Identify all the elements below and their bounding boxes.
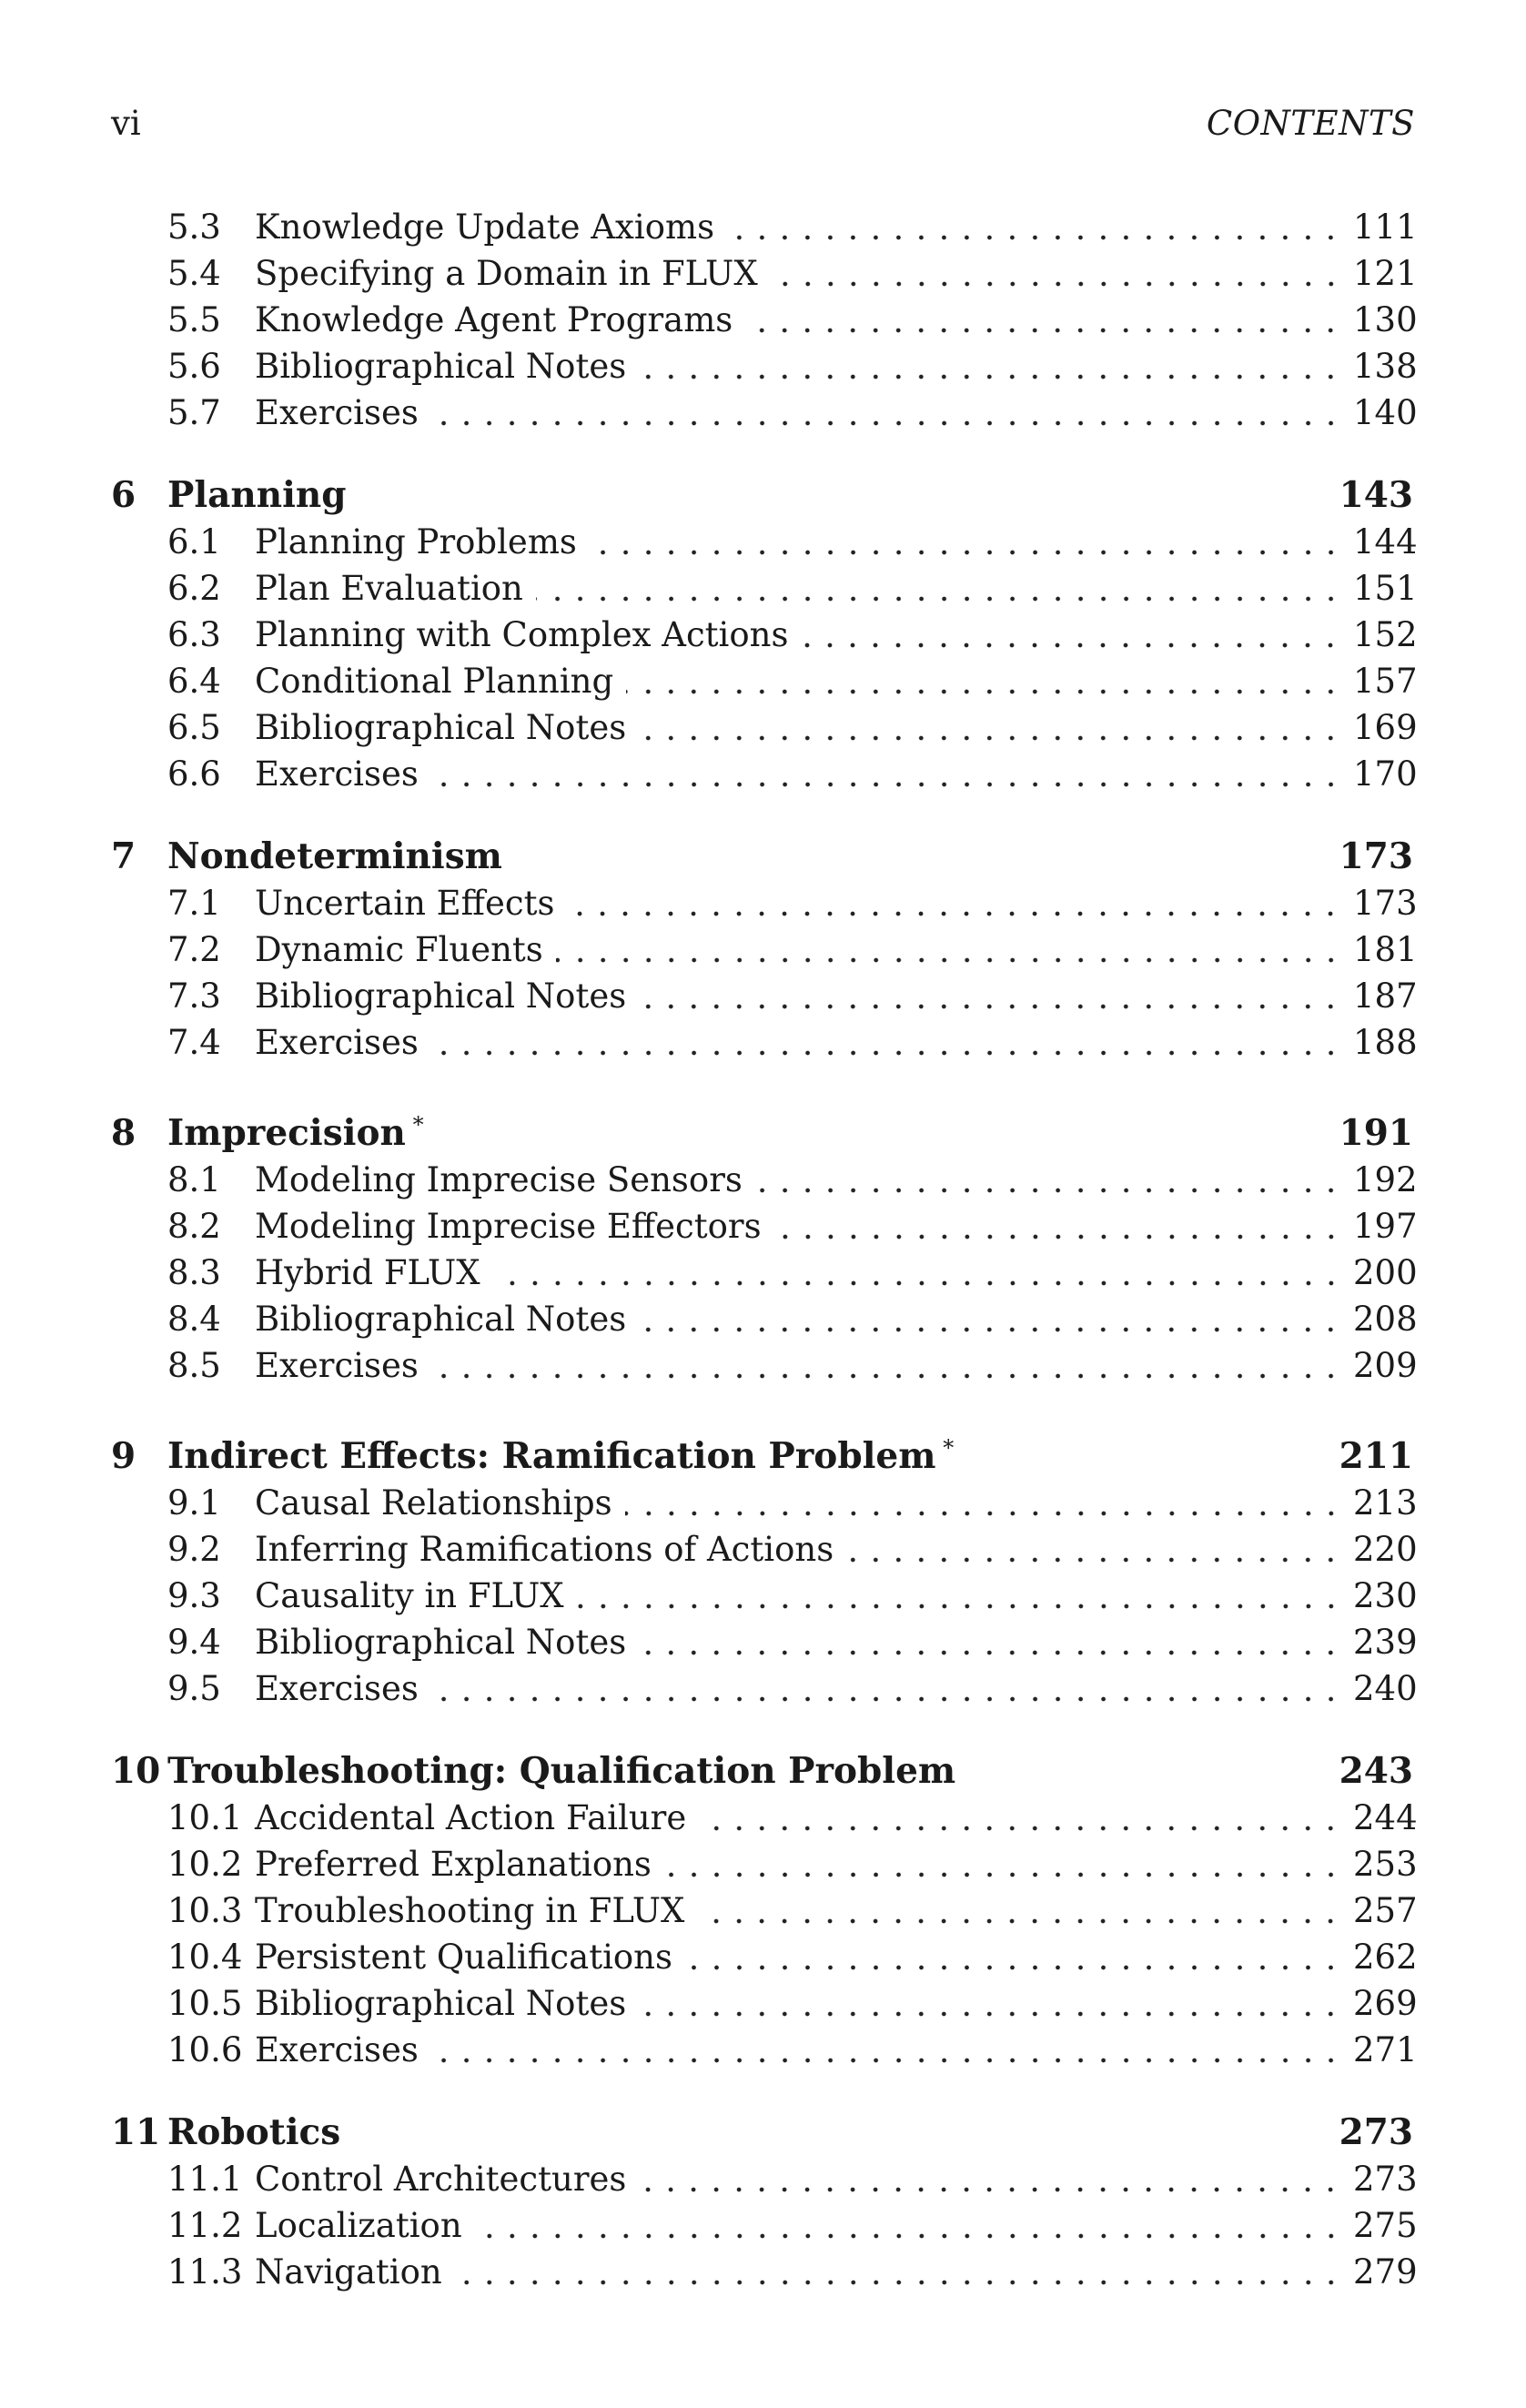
section-number: 9.2 [167,1530,221,1569]
dot-leader [577,1602,1342,1611]
section-title: Bibliographical Notes [255,347,627,386]
section-page-number: 262 [1353,1938,1418,1977]
section-number: 9.1 [167,1483,221,1523]
dot-leader [431,2056,1342,2065]
section-number: 10.2 [167,1845,243,1884]
chapter-block [111,1425,1418,1712]
dot-leader [639,734,1342,743]
section-number: 6.4 [167,662,221,701]
dot-leader [493,1279,1342,1288]
chapter-title [167,2110,1339,2156]
section-page-number: 209 [1353,1346,1418,1385]
section-page-number: 271 [1353,2030,1418,2069]
dot-leader [639,1002,1342,1011]
section-page-number: 140 [1353,393,1418,432]
section-number: 10.4 [167,1938,243,1977]
chapter-page-number: 191 [1339,1112,1413,1154]
section-page-number: 230 [1353,1576,1418,1615]
dot-leader [536,594,1342,603]
chapter-title-text: Planning [167,474,347,516]
section-number: 6.2 [167,569,221,608]
section-number: 9.4 [167,1623,221,1662]
chapter-heading[interactable] [111,472,1413,519]
section-number: 6.1 [167,522,221,562]
section-title: Knowledge Agent Programs [255,300,733,339]
section-title: Uncertain Effects [255,884,555,923]
chapter-title [167,834,1339,880]
section-number: 5.4 [167,254,221,293]
section-title: Exercises [255,1669,419,1708]
dot-leader [567,909,1342,918]
chapter-block [111,472,1418,797]
section-page-number: 187 [1353,976,1418,1016]
dot-leader [431,1371,1342,1381]
section-number: 9.3 [167,1576,221,1615]
toc-entry[interactable] [111,1157,1418,1203]
section-title: Planning with Complex Actions [255,615,789,654]
chapter-block [111,204,1418,436]
dot-leader [745,326,1342,335]
dot-leader [699,1824,1342,1833]
section-title: Inferring Ramifications of Actions [255,1530,834,1569]
toc-entry[interactable] [111,1296,1418,1342]
section-title: Specifying a Domain in FLUX [255,254,758,293]
section-page-number: 173 [1353,884,1418,923]
chapter-heading[interactable] [111,1748,1413,1795]
section-title: Dynamic Fluents [255,930,543,969]
section-page-number: 111 [1353,207,1418,247]
dot-leader [846,1555,1342,1564]
section-number: 6.3 [167,615,221,654]
section-title: Plan Evaluation [255,569,523,608]
chapter-block [111,2110,1418,2295]
section-number: 10.3 [167,1891,243,1930]
toc-entry[interactable] [111,2202,1418,2249]
dot-leader [639,372,1342,381]
dot-leader [697,1917,1342,1926]
section-title: Conditional Planning [255,662,614,701]
toc-entry[interactable] [111,1980,1418,2027]
toc-entry[interactable] [111,2249,1418,2295]
dot-leader [475,2231,1342,2241]
section-title: Hybrid FLUX [255,1253,480,1292]
chapter-page-number: 211 [1339,1435,1413,1477]
dot-leader [639,2185,1342,2194]
chapter-block [111,834,1418,1066]
section-number: 5.5 [167,300,221,339]
toc-entry[interactable] [111,751,1418,797]
toc-entry[interactable] [111,1203,1418,1250]
chapter-heading[interactable] [111,1425,1413,1480]
chapter-title-text: Robotics [167,2111,341,2153]
running-header [111,98,1415,149]
section-page-number: 170 [1353,754,1418,794]
toc-entry[interactable] [111,926,1418,973]
section-page-number: 240 [1353,1669,1418,1708]
section-page-number: 273 [1353,2160,1418,2199]
toc-entry[interactable] [111,343,1418,390]
toc-entry[interactable] [111,1619,1418,1665]
toc-entry[interactable] [111,1573,1418,1619]
chapter-title-text: Nondeterminism [167,835,502,877]
section-page-number: 121 [1353,254,1418,293]
toc-entry[interactable] [111,1934,1418,1980]
section-number: 11.3 [167,2252,243,2292]
dot-leader [556,956,1342,965]
dot-leader [431,1048,1342,1057]
dot-leader [685,1963,1342,1972]
chapter-number: 7 [111,835,136,877]
toc-entry[interactable] [111,1795,1418,1841]
chapter-heading[interactable] [111,1102,1413,1157]
section-page-number: 152 [1353,615,1418,654]
section-page-number: 213 [1353,1483,1418,1523]
section-title: Bibliographical Notes [255,976,627,1016]
section-number: 10.1 [167,1798,243,1837]
table-of-contents [111,204,1418,2332]
section-number: 5.7 [167,393,221,432]
section-number: 8.5 [167,1346,221,1385]
dot-leader [431,419,1342,428]
chapter-block [111,1748,1418,2073]
section-title: Exercises [255,1023,419,1062]
toc-entry[interactable] [111,204,1418,250]
section-title: Causality in FLUX [255,1576,564,1615]
section-page-number: 188 [1353,1023,1418,1062]
starred-chapter-marker: * [943,1435,955,1461]
section-page-number: 138 [1353,347,1418,386]
chapter-heading[interactable] [111,834,1413,880]
section-title: Bibliographical Notes [255,1300,627,1339]
dot-leader [639,1325,1342,1334]
toc-entry[interactable] [111,2156,1418,2202]
chapter-title-text: Troubleshooting: Qualification Problem [167,1750,956,1792]
toc-entry[interactable] [111,973,1418,1019]
section-page-number: 244 [1353,1798,1418,1837]
dot-leader [771,279,1342,288]
toc-entry[interactable] [111,1526,1418,1573]
section-title: Accidental Action Failure [255,1798,687,1837]
chapter-number: 8 [111,1112,136,1154]
chapter-page-number: 143 [1339,474,1413,516]
section-title: Bibliographical Notes [255,1623,627,1662]
dot-leader [755,1186,1342,1195]
dot-leader [639,1648,1342,1657]
dot-leader [455,2278,1342,2287]
section-title: Exercises [255,2030,419,2069]
chapter-block [111,1102,1418,1389]
chapter-number: 11 [111,2111,161,2153]
toc-entry[interactable] [111,1480,1418,1526]
section-page-number: 253 [1353,1845,1418,1884]
section-number: 10.5 [167,1984,243,2023]
toc-entry[interactable] [111,2027,1418,2073]
section-title: Modeling Imprecise Effectors [255,1207,762,1246]
chapter-title [167,1748,1339,1795]
toc-entry[interactable] [111,519,1418,565]
section-number: 7.2 [167,930,221,969]
page-number: vi [111,104,141,143]
section-number: 5.3 [167,207,221,247]
chapter-title [167,1425,1339,1480]
section-number: 8.4 [167,1300,221,1339]
section-page-number: 169 [1353,708,1418,747]
section-page-number: 197 [1353,1207,1418,1246]
section-title: Exercises [255,754,419,794]
toc-entry[interactable] [111,1342,1418,1389]
section-title: Navigation [255,2252,442,2292]
chapter-number: 9 [111,1435,136,1477]
section-number: 8.2 [167,1207,221,1246]
section-number: 6.5 [167,708,221,747]
starred-chapter-marker: * [412,1112,424,1138]
toc-entry[interactable] [111,565,1418,612]
toc-entry[interactable] [111,658,1418,704]
section-number: 11.1 [167,2160,243,2199]
section-page-number: 151 [1353,569,1418,608]
dot-leader [626,687,1342,696]
section-title: Causal Relationships [255,1483,612,1523]
dot-leader [625,1509,1342,1518]
toc-entry[interactable] [111,612,1418,658]
toc-entry[interactable] [111,297,1418,343]
section-page-number: 200 [1353,1253,1418,1292]
section-number: 11.2 [167,2206,243,2245]
toc-entry[interactable] [111,250,1418,297]
section-title: Modeling Imprecise Sensors [255,1160,743,1199]
dot-leader [801,641,1342,650]
section-page-number: 157 [1353,662,1418,701]
section-page-number: 239 [1353,1623,1418,1662]
section-number: 10.6 [167,2030,243,2069]
section-number: 8.3 [167,1253,221,1292]
section-title: Persistent Qualifications [255,1938,672,1977]
chapter-heading[interactable] [111,2110,1413,2156]
toc-entry[interactable] [111,1887,1418,1934]
section-page-number: 130 [1353,300,1418,339]
dot-leader [590,548,1342,557]
section-page-number: 144 [1353,522,1418,562]
section-page-number: 257 [1353,1891,1418,1930]
section-page-number: 220 [1353,1530,1418,1569]
dot-leader [431,780,1342,789]
toc-entry[interactable] [111,1665,1418,1712]
dot-leader [664,1870,1342,1879]
section-number: 7.4 [167,1023,221,1062]
section-number: 7.1 [167,884,221,923]
dot-leader [774,1232,1342,1241]
section-page-number: 208 [1353,1300,1418,1339]
chapter-page-number: 243 [1339,1750,1413,1792]
section-page-number: 269 [1353,1984,1418,2023]
chapter-number: 10 [111,1750,161,1792]
section-title: Bibliographical Notes [255,1984,627,2023]
section-title: Knowledge Update Axioms [255,207,715,247]
chapter-title-text: Indirect Effects: Ramification Problem [167,1435,936,1477]
section-title: Exercises [255,393,419,432]
dot-leader [639,2009,1342,2018]
section-number: 5.6 [167,347,221,386]
chapter-title-text: Imprecision [167,1112,406,1154]
section-page-number: 275 [1353,2206,1418,2245]
chapter-page-number: 173 [1339,835,1413,877]
chapter-title [167,472,1339,519]
running-title: CONTENTS [1206,104,1415,143]
section-title: Preferred Explanations [255,1845,652,1884]
toc-entry[interactable] [111,1250,1418,1296]
dot-leader [727,233,1342,242]
toc-entry[interactable] [111,880,1418,926]
section-number: 7.3 [167,976,221,1016]
section-title: Troubleshooting in FLUX [255,1891,685,1930]
toc-entry[interactable] [111,704,1418,751]
chapter-page-number: 273 [1339,2111,1413,2153]
section-title: Planning Problems [255,522,577,562]
section-title: Bibliographical Notes [255,708,627,747]
section-page-number: 279 [1353,2252,1418,2292]
chapter-title [167,1102,1339,1157]
section-page-number: 181 [1353,930,1418,969]
toc-entry[interactable] [111,390,1418,436]
toc-entry[interactable] [111,1841,1418,1887]
section-number: 8.1 [167,1160,221,1199]
section-title: Control Architectures [255,2160,627,2199]
section-title: Exercises [255,1346,419,1385]
section-page-number: 192 [1353,1160,1418,1199]
dot-leader [431,1695,1342,1704]
section-number: 9.5 [167,1669,221,1708]
toc-entry[interactable] [111,1019,1418,1066]
section-number: 6.6 [167,754,221,794]
chapter-number: 6 [111,474,136,516]
section-title: Localization [255,2206,462,2245]
